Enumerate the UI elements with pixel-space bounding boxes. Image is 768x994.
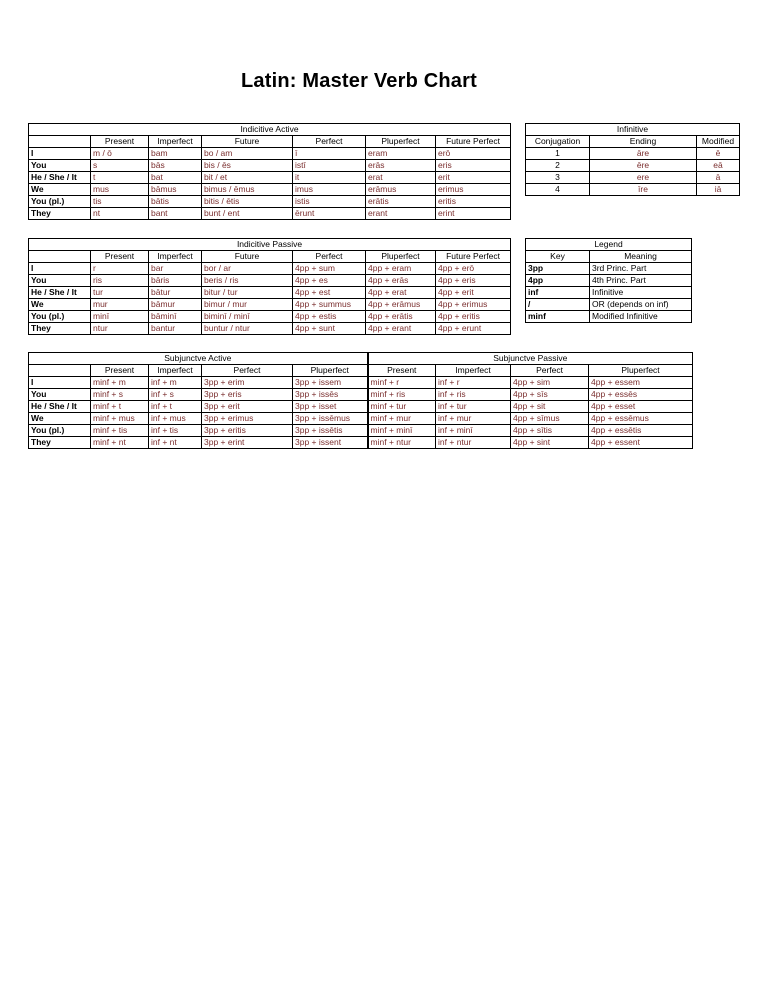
- ending-cell: imus: [293, 184, 366, 196]
- ending-cell: ērunt: [293, 208, 366, 220]
- ending-cell: bātis: [149, 196, 202, 208]
- row-label: He / She / It: [29, 287, 91, 299]
- table-cell: eā: [697, 160, 740, 172]
- ending-cell: 4pp + erit: [436, 287, 511, 299]
- ending-cell: 4pp + erant: [366, 323, 436, 335]
- row-label: He / She / It: [29, 401, 91, 413]
- ending-cell: bitur / tur: [202, 287, 293, 299]
- ending-cell: minf + t: [91, 401, 149, 413]
- table-caption-active: Subjunctve Active: [29, 353, 368, 365]
- table-cell: Modified Infinitive: [590, 311, 692, 323]
- ending-cell: beris / ris: [202, 275, 293, 287]
- column-header: Conjugation: [526, 136, 590, 148]
- table-row: [526, 263, 692, 275]
- column-header: Future Perfect: [436, 136, 511, 148]
- corner-cell: [29, 365, 91, 377]
- ending-cell: bunt / ent: [202, 208, 293, 220]
- column-header: Pluperfect: [366, 136, 436, 148]
- table-cell: 3pp: [526, 263, 590, 275]
- caption-row: [29, 239, 511, 251]
- ending-cell: 4pp + eram: [366, 263, 436, 275]
- column-header: Pluperfect: [589, 365, 693, 377]
- ending-cell: 4pp + sīs: [511, 389, 589, 401]
- ending-cell: 4pp + sim: [511, 377, 589, 389]
- table-row: [29, 377, 693, 389]
- column-header: Meaning: [590, 251, 692, 263]
- column-header: Present: [368, 365, 436, 377]
- header-row: [29, 136, 511, 148]
- ending-cell: bāminī: [149, 311, 202, 323]
- ending-cell: inf + minī: [436, 425, 511, 437]
- corner-cell: [29, 136, 91, 148]
- ending-cell: 3pp + eris: [202, 389, 293, 401]
- ending-cell: 4pp + erās: [366, 275, 436, 287]
- ending-cell: r: [91, 263, 149, 275]
- page-title: Latin: Master Verb Chart: [241, 70, 477, 92]
- row-label: They: [29, 323, 91, 335]
- corner-cell: [29, 251, 91, 263]
- caption-row: [526, 239, 692, 251]
- table-row: [29, 196, 511, 208]
- row-label: I: [29, 377, 91, 389]
- column-header: Perfect: [293, 251, 366, 263]
- ending-cell: 3pp + issēs: [293, 389, 368, 401]
- ending-cell: 3pp + issēmus: [293, 413, 368, 425]
- ending-cell: minf + mus: [91, 413, 149, 425]
- ending-cell: inf + m: [149, 377, 202, 389]
- ending-cell: 4pp + eris: [436, 275, 511, 287]
- table-cell: iā: [697, 184, 740, 196]
- ending-cell: it: [293, 172, 366, 184]
- ending-cell: minf + mur: [368, 413, 436, 425]
- ending-cell: 4pp + esset: [589, 401, 693, 413]
- column-header: Key: [526, 251, 590, 263]
- column-header: Perfect: [511, 365, 589, 377]
- ending-cell: bo / am: [202, 148, 293, 160]
- ending-cell: bat: [149, 172, 202, 184]
- table-cell: 2: [526, 160, 590, 172]
- ending-cell: 3pp + issent: [293, 437, 368, 449]
- table-row: [29, 148, 511, 160]
- table-caption: Legend: [526, 239, 692, 251]
- ending-cell: bit / et: [202, 172, 293, 184]
- ending-cell: bis / ēs: [202, 160, 293, 172]
- ending-cell: 3pp + issem: [293, 377, 368, 389]
- ending-cell: 4pp + est: [293, 287, 366, 299]
- row-label: We: [29, 184, 91, 196]
- header-row: [526, 136, 740, 148]
- ending-cell: bimus / ēmus: [202, 184, 293, 196]
- table-cell: 3: [526, 172, 590, 184]
- ending-cell: inf + t: [149, 401, 202, 413]
- row-label: They: [29, 437, 91, 449]
- column-header: Future Perfect: [436, 251, 511, 263]
- header-row: [526, 251, 692, 263]
- ending-cell: ris: [91, 275, 149, 287]
- ending-cell: 4pp + erunt: [436, 323, 511, 335]
- ending-cell: minf + m: [91, 377, 149, 389]
- table-row: [29, 323, 511, 335]
- ending-cell: istī: [293, 160, 366, 172]
- table-row: [29, 172, 511, 184]
- legend-table: [525, 238, 692, 323]
- ending-cell: bāmur: [149, 299, 202, 311]
- ending-cell: 4pp + essēmus: [589, 413, 693, 425]
- table-cell: īre: [590, 184, 697, 196]
- row-label: You: [29, 275, 91, 287]
- table-row: [29, 208, 511, 220]
- row-label: I: [29, 263, 91, 275]
- ending-cell: 4pp + sit: [511, 401, 589, 413]
- ending-cell: buntur / ntur: [202, 323, 293, 335]
- ending-cell: bor / ar: [202, 263, 293, 275]
- ending-cell: 4pp + erāmus: [366, 299, 436, 311]
- ending-cell: minf + s: [91, 389, 149, 401]
- row-label: We: [29, 413, 91, 425]
- column-header: Imperfect: [436, 365, 511, 377]
- ending-cell: 4pp + essēs: [589, 389, 693, 401]
- table-row: [29, 263, 511, 275]
- row-label: I: [29, 148, 91, 160]
- table-caption: Indicitive Active: [29, 124, 511, 136]
- ending-cell: 3pp + erim: [202, 377, 293, 389]
- table-cell: 4th Princ. Part: [590, 275, 692, 287]
- caption-row: [29, 353, 693, 365]
- ending-cell: 4pp + essent: [589, 437, 693, 449]
- ending-cell: mus: [91, 184, 149, 196]
- ending-cell: inf + mur: [436, 413, 511, 425]
- ending-cell: 4pp + sint: [511, 437, 589, 449]
- row-label: They: [29, 208, 91, 220]
- column-header: Imperfect: [149, 365, 202, 377]
- row-label: You (pl.): [29, 425, 91, 437]
- column-header: Perfect: [293, 136, 366, 148]
- ending-cell: minf + ntur: [368, 437, 436, 449]
- table-caption-passive: Subjunctve Passive: [368, 353, 693, 365]
- indicative-active-table: [28, 123, 511, 220]
- ending-cell: inf + r: [436, 377, 511, 389]
- ending-cell: inf + s: [149, 389, 202, 401]
- ending-cell: minf + tur: [368, 401, 436, 413]
- table-row: [526, 299, 692, 311]
- ending-cell: bimur / mur: [202, 299, 293, 311]
- ending-cell: 4pp + erō: [436, 263, 511, 275]
- ending-cell: minf + nt: [91, 437, 149, 449]
- ending-cell: minī: [91, 311, 149, 323]
- ending-cell: tis: [91, 196, 149, 208]
- ending-cell: bantur: [149, 323, 202, 335]
- ending-cell: 4pp + erātis: [366, 311, 436, 323]
- table-row: [29, 437, 693, 449]
- table-row: [29, 389, 693, 401]
- ending-cell: eram: [366, 148, 436, 160]
- table-cell: inf: [526, 287, 590, 299]
- table-row: [29, 160, 511, 172]
- ending-cell: eris: [436, 160, 511, 172]
- ending-cell: ntur: [91, 323, 149, 335]
- table-cell: /: [526, 299, 590, 311]
- table-row: [29, 184, 511, 196]
- ending-cell: 4pp + sīmus: [511, 413, 589, 425]
- ending-cell: ī: [293, 148, 366, 160]
- header-row: [29, 365, 693, 377]
- table-cell: āre: [590, 148, 697, 160]
- ending-cell: erint: [436, 208, 511, 220]
- table-row: [526, 160, 740, 172]
- table-cell: 4: [526, 184, 590, 196]
- caption-row: [29, 124, 511, 136]
- row-label: You: [29, 389, 91, 401]
- ending-cell: 3pp + issētis: [293, 425, 368, 437]
- ending-cell: 4pp + erimus: [436, 299, 511, 311]
- table-row: [29, 275, 511, 287]
- table-caption: Indicitive Passive: [29, 239, 511, 251]
- column-header: Pluperfect: [366, 251, 436, 263]
- ending-cell: 3pp + erint: [202, 437, 293, 449]
- column-header: Present: [91, 251, 149, 263]
- row-label: We: [29, 299, 91, 311]
- ending-cell: mur: [91, 299, 149, 311]
- table-row: [526, 172, 740, 184]
- row-label: You (pl.): [29, 311, 91, 323]
- ending-cell: 4pp + erat: [366, 287, 436, 299]
- ending-cell: bāmus: [149, 184, 202, 196]
- ending-cell: erātis: [366, 196, 436, 208]
- ending-cell: inf + tis: [149, 425, 202, 437]
- ending-cell: inf + ris: [436, 389, 511, 401]
- table-cell: Infinitive: [590, 287, 692, 299]
- column-header: Present: [91, 365, 149, 377]
- ending-cell: 4pp + eritis: [436, 311, 511, 323]
- ending-cell: minf + minī: [368, 425, 436, 437]
- table-cell: ere: [590, 172, 697, 184]
- ending-cell: bitis / ētis: [202, 196, 293, 208]
- ending-cell: 3pp + eritis: [202, 425, 293, 437]
- ending-cell: 4pp + sītis: [511, 425, 589, 437]
- ending-cell: 3pp + isset: [293, 401, 368, 413]
- ending-cell: t: [91, 172, 149, 184]
- table-caption: Infinitive: [526, 124, 740, 136]
- ending-cell: bant: [149, 208, 202, 220]
- column-header: Future: [202, 251, 293, 263]
- table-row: [526, 287, 692, 299]
- ending-cell: erō: [436, 148, 511, 160]
- ending-cell: istis: [293, 196, 366, 208]
- ending-cell: m / ō: [91, 148, 149, 160]
- column-header: Pluperfect: [293, 365, 368, 377]
- ending-cell: 4pp + summus: [293, 299, 366, 311]
- ending-cell: inf + ntur: [436, 437, 511, 449]
- row-label: He / She / It: [29, 172, 91, 184]
- ending-cell: erit: [436, 172, 511, 184]
- ending-cell: 4pp + sunt: [293, 323, 366, 335]
- ending-cell: 4pp + es: [293, 275, 366, 287]
- table-cell: 1: [526, 148, 590, 160]
- ending-cell: 3pp + erimus: [202, 413, 293, 425]
- ending-cell: biminī / minī: [202, 311, 293, 323]
- ending-cell: 3pp + erit: [202, 401, 293, 413]
- ending-cell: tur: [91, 287, 149, 299]
- table-row: [526, 184, 740, 196]
- row-label: You: [29, 160, 91, 172]
- ending-cell: 4pp + sum: [293, 263, 366, 275]
- ending-cell: s: [91, 160, 149, 172]
- ending-cell: minf + r: [368, 377, 436, 389]
- column-header: Future: [202, 136, 293, 148]
- table-cell: ēre: [590, 160, 697, 172]
- ending-cell: bar: [149, 263, 202, 275]
- infinitive-table: [525, 123, 740, 196]
- table-row: [29, 311, 511, 323]
- column-header: Imperfect: [149, 136, 202, 148]
- ending-cell: erant: [366, 208, 436, 220]
- indicative-passive-table: [28, 238, 511, 335]
- ending-cell: 4pp + estis: [293, 311, 366, 323]
- ending-cell: minf + tis: [91, 425, 149, 437]
- ending-cell: erās: [366, 160, 436, 172]
- table-cell: minf: [526, 311, 590, 323]
- table-row: [526, 311, 692, 323]
- column-header: Imperfect: [149, 251, 202, 263]
- table-cell: OR (depends on inf): [590, 299, 692, 311]
- ending-cell: nt: [91, 208, 149, 220]
- ending-cell: bam: [149, 148, 202, 160]
- column-header: Present: [91, 136, 149, 148]
- ending-cell: bās: [149, 160, 202, 172]
- ending-cell: bāris: [149, 275, 202, 287]
- table-row: [29, 401, 693, 413]
- table-cell: 4pp: [526, 275, 590, 287]
- table-row: [29, 425, 693, 437]
- table-row: [29, 413, 693, 425]
- row-label: You (pl.): [29, 196, 91, 208]
- ending-cell: erimus: [436, 184, 511, 196]
- column-header: Perfect: [202, 365, 293, 377]
- ending-cell: 4pp + essem: [589, 377, 693, 389]
- table-row: [526, 148, 740, 160]
- table-row: [29, 287, 511, 299]
- column-header: Modified: [697, 136, 740, 148]
- ending-cell: eritis: [436, 196, 511, 208]
- table-row: [526, 275, 692, 287]
- table-row: [29, 299, 511, 311]
- subjunctive-table: [28, 352, 693, 449]
- table-cell: ē: [697, 148, 740, 160]
- caption-row: [526, 124, 740, 136]
- ending-cell: erat: [366, 172, 436, 184]
- ending-cell: inf + mus: [149, 413, 202, 425]
- ending-cell: inf + nt: [149, 437, 202, 449]
- table-cell: 3rd Princ. Part: [590, 263, 692, 275]
- ending-cell: minf + ris: [368, 389, 436, 401]
- ending-cell: 4pp + essētis: [589, 425, 693, 437]
- column-header: Ending: [590, 136, 697, 148]
- header-row: [29, 251, 511, 263]
- table-cell: ā: [697, 172, 740, 184]
- ending-cell: bātur: [149, 287, 202, 299]
- ending-cell: erāmus: [366, 184, 436, 196]
- ending-cell: inf + tur: [436, 401, 511, 413]
